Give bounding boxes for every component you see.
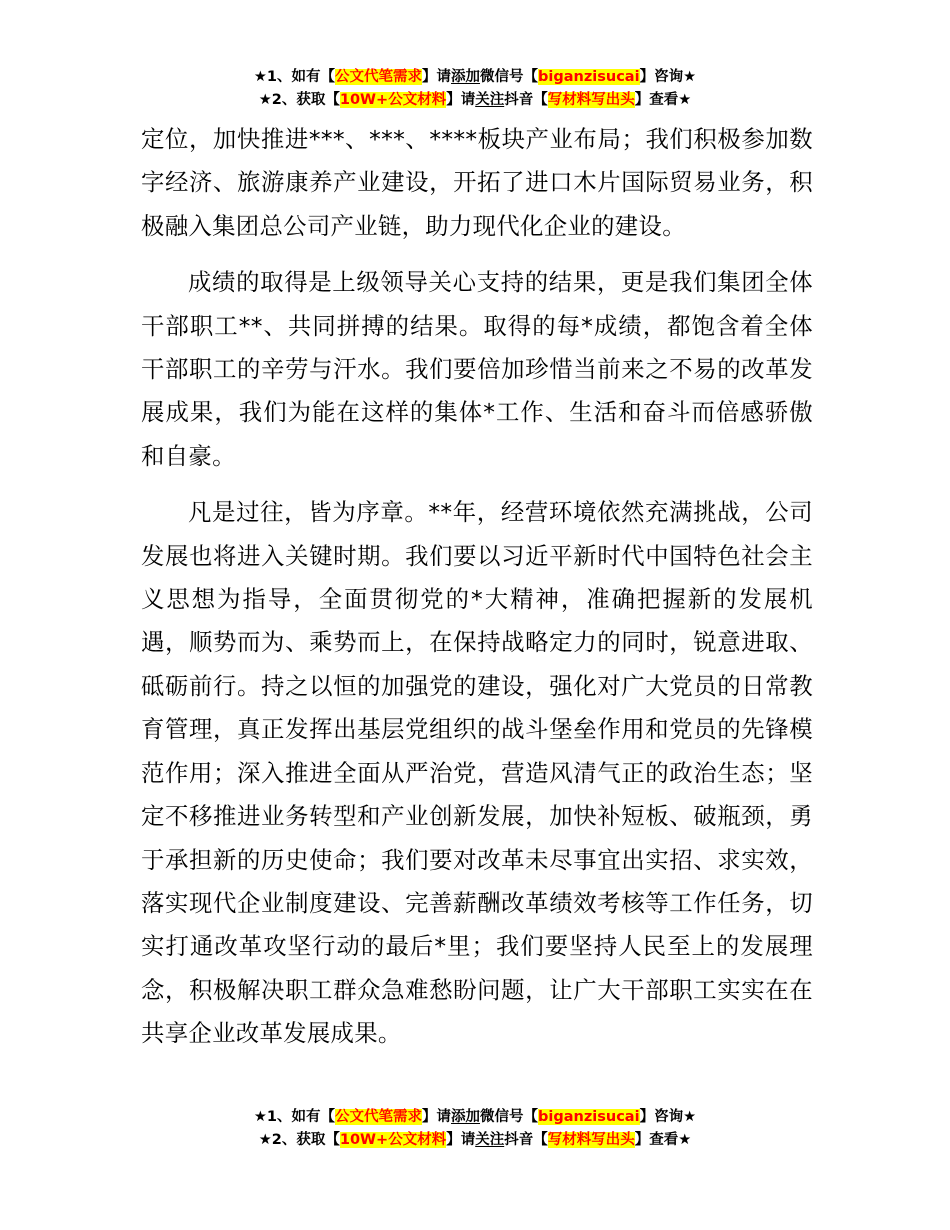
douyin-label: 抖音 bbox=[504, 1132, 534, 1148]
bracket-close: 】请 bbox=[446, 1132, 476, 1148]
wechat-label: 微信号 bbox=[480, 1109, 524, 1125]
paragraph-2: 成绩的取得是上级领导关心支持的结果，更是我们集团全体干部职工**、共同拼搏的结果。取得的每*成绩，都饱含着全体干部职工的辛劳与汗水。我们要倍加珍惜当前来之不易的改革发展成果，我们为能在这样的集体*工作、生活和奋斗而倍感骄傲和自豪。 bbox=[141, 268, 813, 470]
banner-line-2 bbox=[0, 1129, 950, 1152]
paragraph-3: 凡是过往，皆为序章。**年，经营环境依然充满挑战，公司发展也将进入关键时期。我们要以习近平新时代中国特色社会主义思想为指导，全面贯彻党的*大精神，准确把握新的发展机遇，顺势而为、乘势而上，在保持战略定力的同时，锐意进取、砥砺前行。持之以恒的加强党的建设，强化对广大党员的日常教育管理，真正发挥出基层党组织的战斗堡垒作用和党员的先锋模范作用；深入推进全面从严治党，营造风清气正的政治生态；坚定不移推进业务转型和产业创新发展，加快补短板、破瓶颈，勇于承担新的历史使命；我们要对改革未尽事宜出实招、求实效，落实现代企业制度建设、完善薪酬改革绩效考核等工作任务，切实打通改革攻坚行动的最后*里；我们要坚持人民至上的发展理念，积极解决职工群众急难愁盼问题，让广大干部职工实实在在共享企业改革发展成果。 bbox=[141, 498, 813, 1048]
account-highlight: 写材料写出头 bbox=[547, 92, 635, 108]
bracket-close: 】请 bbox=[422, 1109, 452, 1125]
wechat-id-highlight: biganzisucai bbox=[538, 69, 640, 85]
ghostwriting-need-highlight: 公文代笔需求 bbox=[335, 1109, 423, 1125]
banner-line2-prefix: ★2、获取 bbox=[258, 92, 326, 108]
bracket-open: 【 bbox=[325, 1132, 340, 1148]
follow-text: 关注 bbox=[475, 92, 505, 108]
bracket-open: 【 bbox=[533, 1132, 548, 1148]
header-banner bbox=[0, 66, 950, 112]
follow-text: 关注 bbox=[475, 1132, 505, 1148]
document-body bbox=[141, 118, 813, 1069]
banner-line1-prefix: ★1、如有 bbox=[253, 1109, 321, 1125]
banner-line2-prefix: ★2、获取 bbox=[258, 1132, 326, 1148]
bracket-close: 】咨询★ bbox=[639, 1109, 697, 1125]
douyin-label: 抖音 bbox=[504, 92, 534, 108]
bracket-close: 】查看★ bbox=[634, 1132, 692, 1148]
bracket-open: 【 bbox=[523, 1109, 539, 1125]
bracket-close: 】查看★ bbox=[634, 92, 692, 108]
bracket-open: 【 bbox=[320, 69, 336, 85]
material-highlight: 10W+公文材料 bbox=[339, 92, 447, 108]
add-text: 添加 bbox=[451, 69, 481, 85]
add-text: 添加 bbox=[451, 1109, 481, 1125]
bracket-open: 【 bbox=[523, 69, 539, 85]
banner-line-2 bbox=[0, 89, 950, 112]
wechat-id-highlight: biganzisucai bbox=[538, 1109, 640, 1125]
material-highlight: 10W+公文材料 bbox=[339, 1132, 447, 1148]
footer-banner bbox=[0, 1106, 950, 1152]
paragraph-1: 定位，加快推进***、***、****板块产业布局；我们积极参加数字经济、旅游康养产业建设，开拓了进口木片国际贸易业务，积极融入集团总公司产业链，助力现代化企业的建设。 bbox=[141, 125, 813, 240]
wechat-label: 微信号 bbox=[480, 69, 524, 85]
banner-line1-prefix: ★1、如有 bbox=[253, 69, 321, 85]
ghostwriting-need-highlight: 公文代笔需求 bbox=[335, 69, 423, 85]
bracket-close: 】咨询★ bbox=[639, 69, 697, 85]
bracket-close: 】请 bbox=[422, 69, 452, 85]
bracket-open: 【 bbox=[325, 92, 340, 108]
bracket-close: 】请 bbox=[446, 92, 476, 108]
bracket-open: 【 bbox=[320, 1109, 336, 1125]
banner-line-1 bbox=[0, 1106, 950, 1129]
banner-line-1 bbox=[0, 66, 950, 89]
bracket-open: 【 bbox=[533, 92, 548, 108]
account-highlight: 写材料写出头 bbox=[547, 1132, 635, 1148]
